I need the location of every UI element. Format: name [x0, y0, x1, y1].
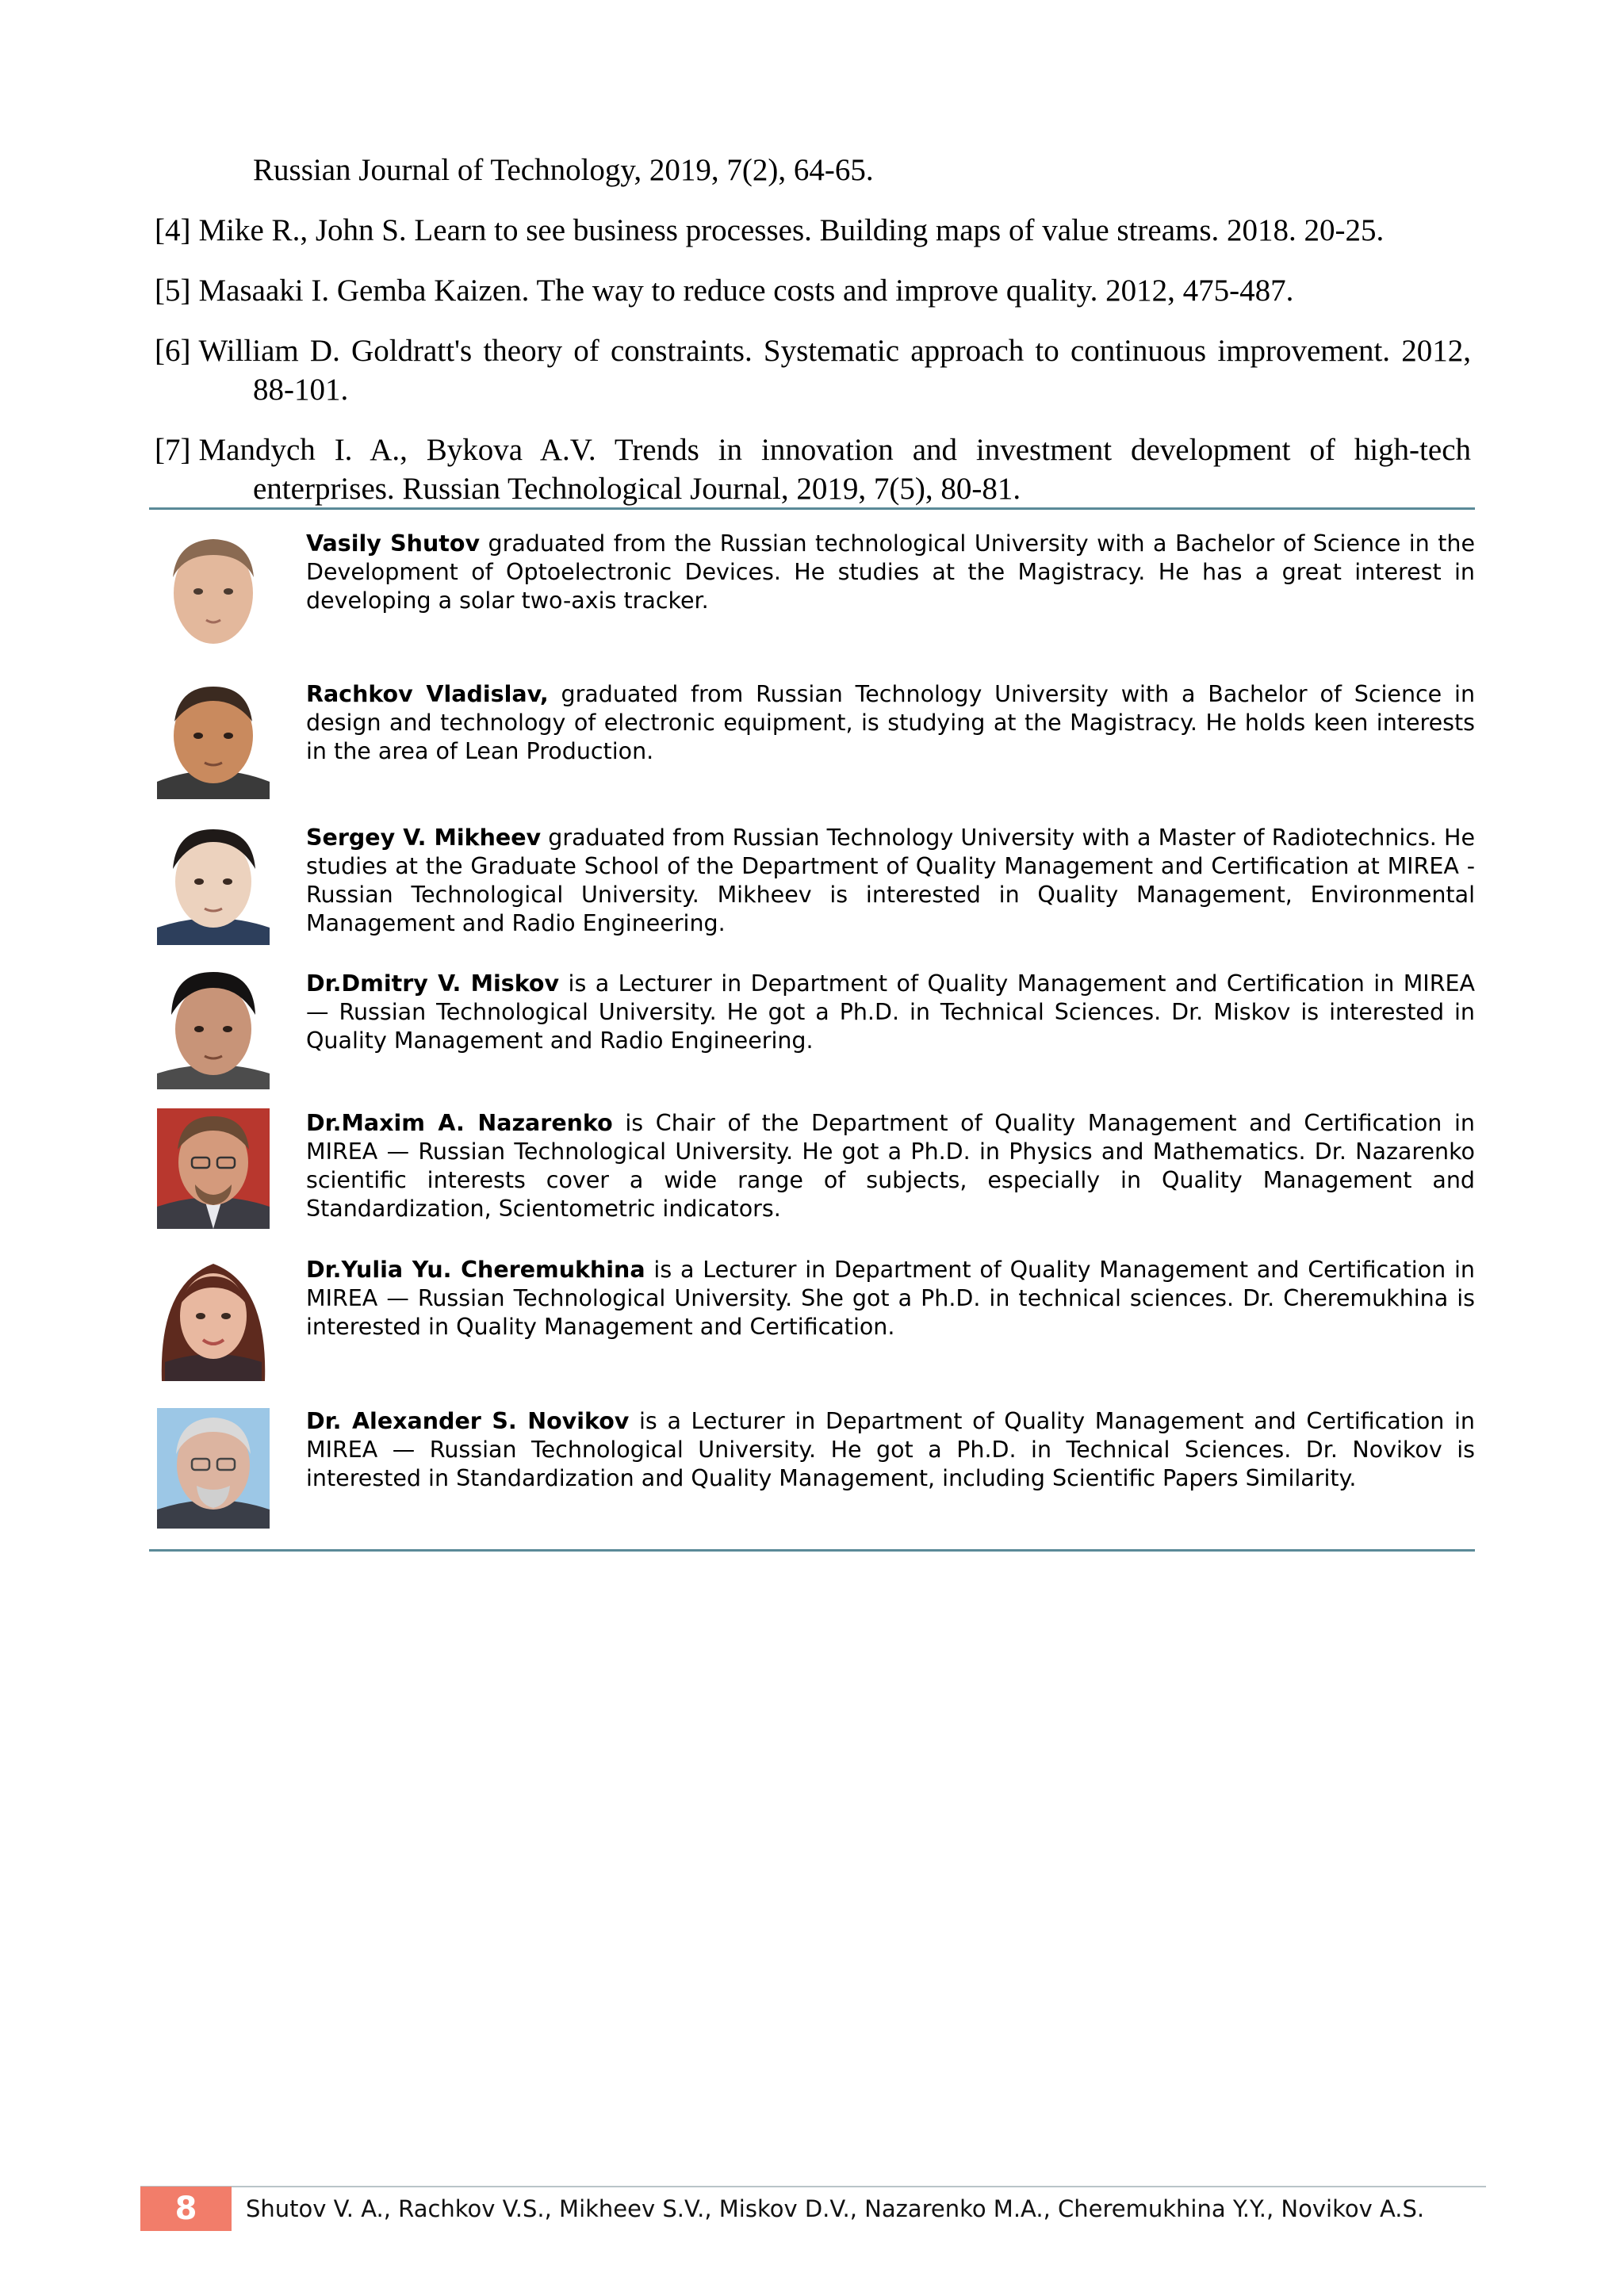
reference-number: [4]	[155, 213, 191, 247]
reference-text: Russian Journal of Technology, 2019, 7(2), 64-65.	[253, 153, 874, 187]
author-name: Sergey V. Mikheev	[306, 825, 542, 851]
author-description: graduated from Russian Technology University with a Master of Radiotechnics. He studies at the Graduate School of the Department of Quality Management and Certification at MIREA - Russian Technological University. Mikheev is interested in Quality Management, Environmental Management and Radio Engineering.	[306, 825, 1475, 936]
author-bio	[306, 1256, 1475, 1341]
author-bio	[306, 824, 1475, 938]
author-description: is a Lecturer in Department of Quality Management and Certification in MIREA — Russian Technological University. He got a Ph.D. in Technical Sciences. Dr. Novikov is interested in Standardization and Quality Management, including Scientific Papers Similarity.	[306, 1408, 1475, 1491]
author-description: graduated from the Russian technological University with a Bachelor of Science in the Development of Optoelectronic Devices. He studies at the Magistracy. He has a great interest in developing a solar two-axis tracker.	[306, 530, 1475, 614]
reference-number: [5]	[155, 274, 191, 308]
author-photo	[157, 1253, 270, 1381]
page-number: 8	[140, 2187, 232, 2231]
footer-author-line: Shutov V. A., Rachkov V.S., Mikheev S.V., Miskov D.V., Nazarenko M.A., Cheremukhina Y.Y., Novikov A.S.	[246, 2195, 1425, 2222]
author-photo	[157, 1408, 270, 1529]
author-bio	[306, 1109, 1475, 1223]
reference-item	[155, 211, 1471, 250]
author-name: Dr.Dmitry V. Miskov	[306, 970, 560, 997]
author-photo	[157, 1108, 270, 1229]
reference-text: Mike R., John S. Learn to see business processes. Building maps of value streams. 2018. 20-25.	[198, 213, 1385, 247]
author-name: Rachkov Vladislav,	[306, 681, 549, 707]
author-description: is Chair of the Department of Quality Management and Certification in MIREA — Russian Technological University. He got a Ph.D. in Physics and Mathematics. Dr. Nazarenko scientific interests cover a wide range of subjects, especially in Quality Management and Standardization, Scientometric indicators.	[306, 1110, 1475, 1222]
reference-number: [6]	[155, 334, 191, 368]
reference-text: William D. Goldratt's theory of constraints. Systematic approach to continuous improvement. 2012, 88-101.	[198, 334, 1471, 407]
section-divider-top	[149, 507, 1475, 510]
author-photo	[157, 825, 270, 945]
author-description: is a Lecturer in Department of Quality Management and Certification in MIREA — Russian Technological University. She got a Ph.D. in technical sciences. Dr. Cheremukhina is interested in Quality Management and Certification.	[306, 1257, 1475, 1340]
author-bio	[306, 680, 1475, 766]
author-name: Dr.Maxim A. Nazarenko	[306, 1110, 613, 1136]
reference-item	[155, 430, 1471, 508]
author-bio	[306, 1407, 1475, 1493]
author-photo	[157, 680, 270, 799]
reference-text: Masaaki I. Gemba Kaizen. The way to reduce costs and improve quality. 2012, 475-487.	[198, 274, 1294, 308]
reference-item	[155, 331, 1471, 409]
section-divider-bottom	[149, 1549, 1475, 1552]
author-name: Dr. Alexander S. Novikov	[306, 1408, 630, 1434]
reference-text: Mandych I. A., Bykova A.V. Trends in innovation and investment development of high-tech enterprises. Russian Technological Journal, 2019, 7(5), 80-81.	[198, 433, 1471, 506]
reference-item	[155, 151, 1471, 189]
author-bio	[306, 530, 1475, 615]
reference-list	[155, 151, 1471, 530]
author-description: graduated from Russian Technology University with a Bachelor of Science in design and technology of electronic equipment, is studying at the Magistracy. He holds keen interests in the area of Lean Production.	[306, 681, 1476, 764]
footer-rule	[140, 2186, 1486, 2187]
author-photo	[157, 531, 270, 658]
reference-number: [7]	[155, 433, 191, 467]
author-photo	[157, 969, 270, 1089]
author-description: is a Lecturer in Department of Quality Management and Certification in MIREA — Russian Technological University. He got a Ph.D. in Technical Sciences. Dr. Miskov is interested in Quality Management and Radio Engineering.	[306, 970, 1476, 1054]
author-name: Vasily Shutov	[306, 530, 481, 557]
author-bio	[306, 970, 1475, 1055]
reference-item	[155, 271, 1471, 310]
author-name: Dr.Yulia Yu. Cheremukhina	[306, 1257, 645, 1283]
